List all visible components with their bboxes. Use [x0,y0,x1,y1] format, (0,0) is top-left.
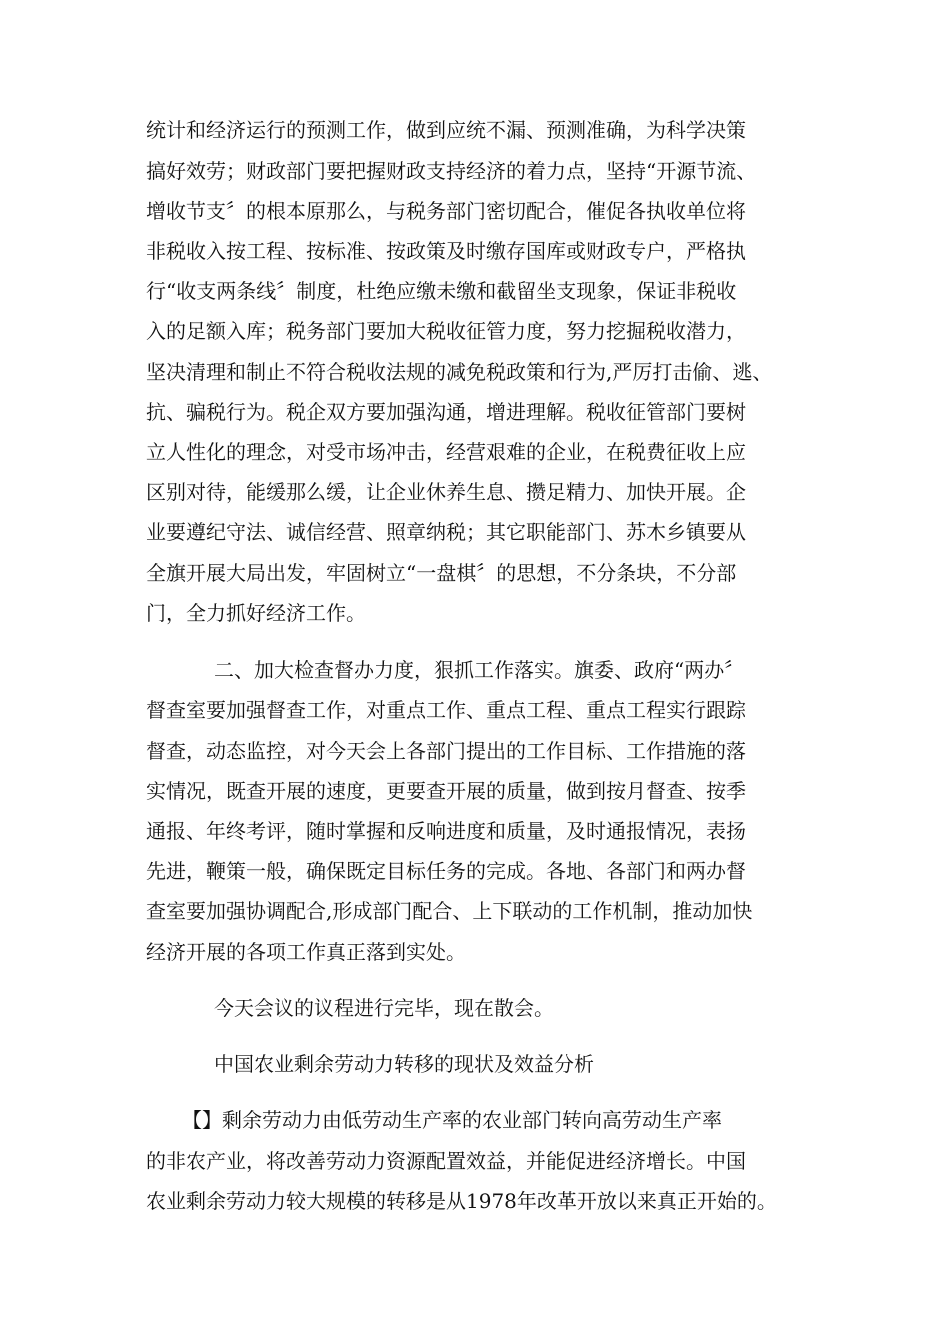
text-line: 查室要加强协调配合,形成部门配合、上下联动的工作机制，推动加快 [146,899,753,923]
text-line: 的非农产业，将改善劳动力资源配置效益，并能促进经济增长。中国 [146,1149,746,1173]
text-line: 业要遵纪守法、诚信经营、照章纳税；其它职能部门、苏木乡镇要从 [146,520,746,544]
text-line: 增收节支〞的根本原那么，与税务部门密切配合，催促各执收单位将 [146,199,746,223]
text-line: 搞好效劳；财政部门要把握财政支持经济的着力点，坚持“开源节流、 [146,159,757,183]
text-line: 【】剩余劳动力由低劳动生产率的农业部门转向高劳动生产率 [182,1108,722,1132]
text-line: 入的足额入库；税务部门要加大税收征管力度，努力挖掘税收潜力， [146,319,746,343]
text-line: 实情况，既查开展的速度，更要查开展的质量，做到按月督查、按季 [146,779,746,803]
text-line: 先进，鞭策一般，确保既定目标任务的完成。各地、各部门和两办督 [146,859,746,883]
text-line: 门，全力抓好经济工作。 [146,601,366,625]
text-line: 抗、骗税行为。税企双方要加强沟通，增进理解。税收征管部门要树 [146,400,746,424]
text-line: 督查，动态监控，对今天会上各部门提出的工作目标、工作措施的落 [146,739,746,763]
text-line: 经济开展的各项工作真正落到实处。 [146,940,466,964]
text-line: 通报、年终考评，随时掌握和反响进度和质量，及时通报情况，表扬 [146,819,746,843]
text-line: 督查室要加强督查工作，对重点工作、重点工程、重点工程实行跟踪 [146,698,746,722]
closing-statement: 今天会议的议程进行完毕，现在散会。 [214,996,554,1020]
text-line: 非税收入按工程、按标准、按政策及时缴存国库或财政专户，严格执 [146,239,746,263]
text-line: 统计和经济运行的预测工作，做到应统不漏、预测准确，为科学决策 [146,118,746,142]
text-line: 区别对待，能缓那么缓，让企业休养生息、攒足精力、加快开展。企 [146,480,746,504]
text-line: 坚决清理和制止不符合税收法规的减免税政策和行为,严厉打击偷、逃、 [146,360,773,384]
text-line: 二、加大检查督办力度，狠抓工作落实。旗委、政府“两办〞 [214,658,745,682]
text-line: 行“收支两条线〞制度，杜绝应缴未缴和截留坐支现象，保证非税收 [146,279,737,303]
article-title: 中国农业剩余劳动力转移的现状及效益分析 [214,1052,594,1076]
text-line: 立人性化的理念，对受市场冲击，经营艰难的企业，在税费征收上应 [146,440,746,464]
text-line: 全旗开展大局出发，牢固树立“一盘棋〞的思想，不分条块，不分部 [146,561,737,585]
text-line: 农业剩余劳动力较大规模的转移是从1978年改革开放以来真正开始的。 [146,1189,777,1213]
